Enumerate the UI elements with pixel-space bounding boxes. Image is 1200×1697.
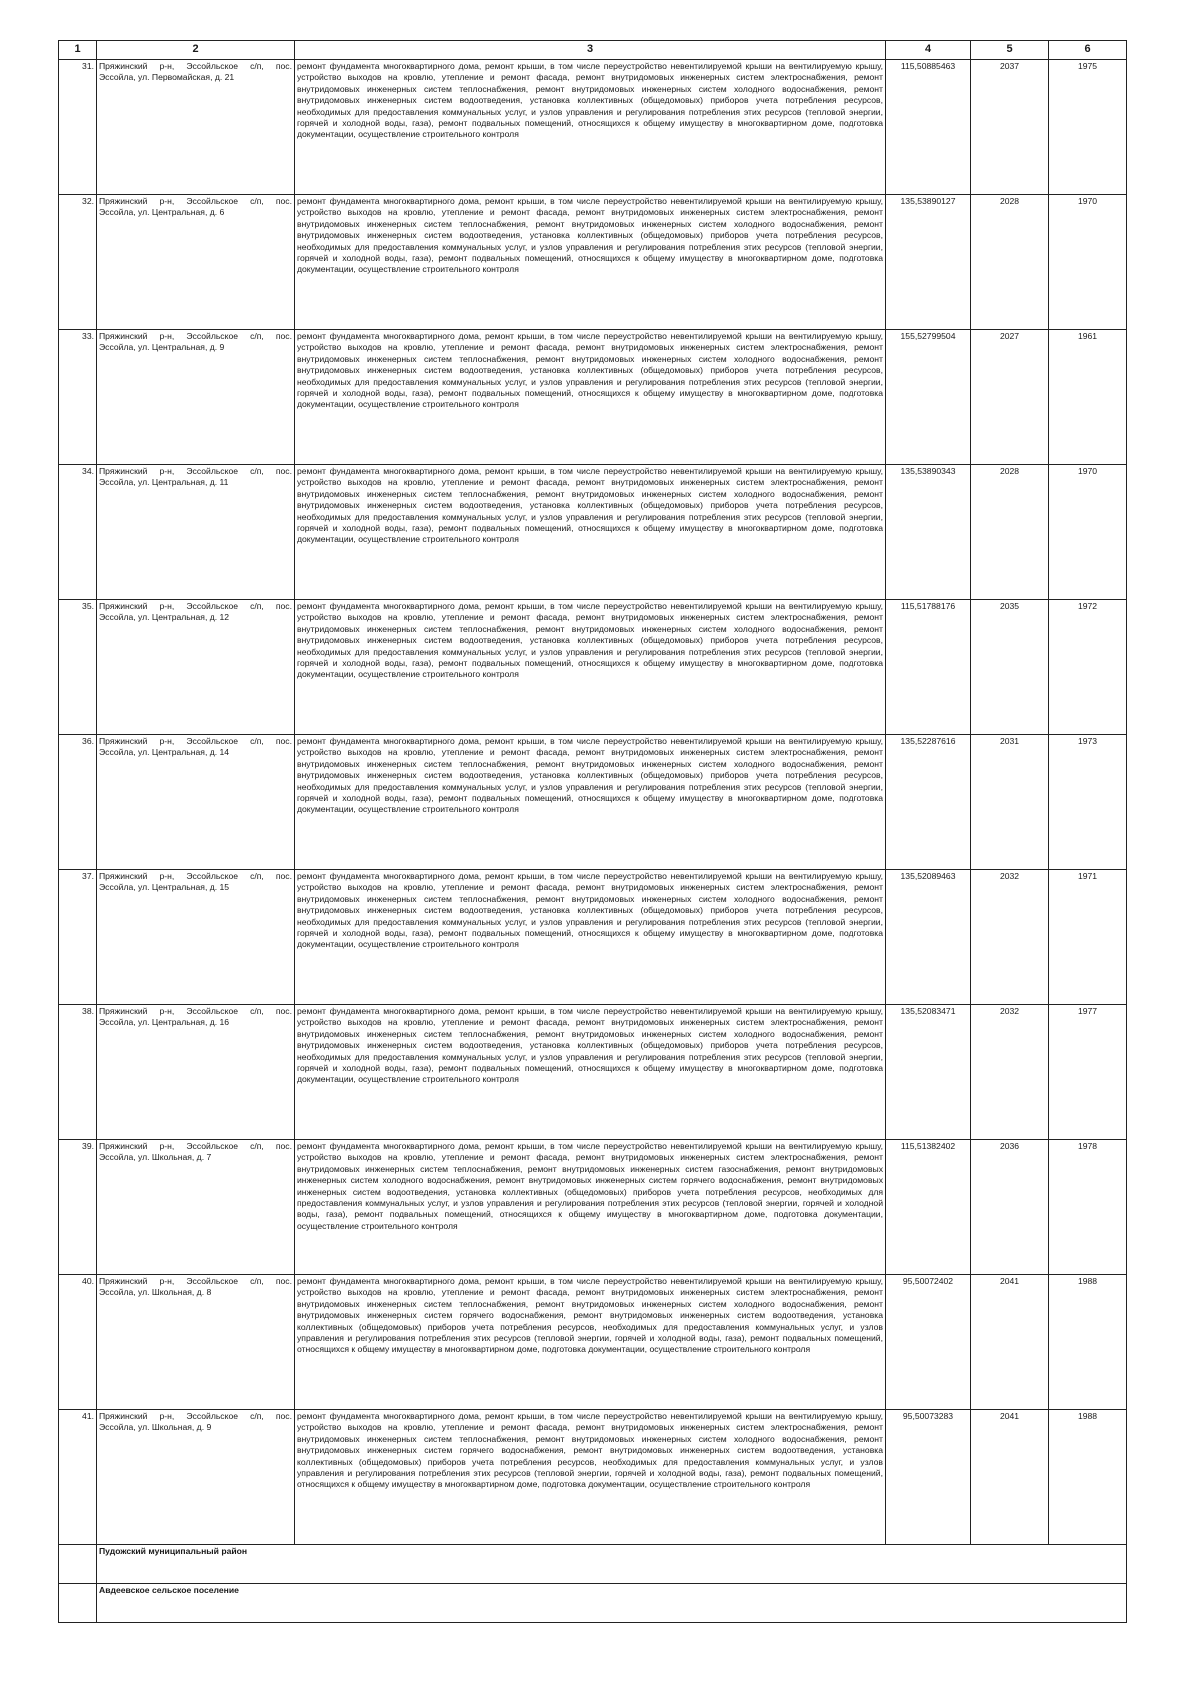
- repair-year-cell: 2027: [971, 330, 1049, 465]
- address-cell: Пряжинский р-н, Эссойльское с/п, пос. Эссойла, ул. Центральная, д. 16: [97, 1005, 295, 1140]
- col-header: 5: [971, 41, 1049, 60]
- works-cell: ремонт фундамента многоквартирного дома, ремонт крыши, в том числе переустройство невентилируемой крыши на вентилируемую крышу, устройство выходов на кровлю, утепление и ремонт фасада, ремонт внутридомовых инженерных систем электроснабжения, ремонт внутридомовых инженерных систем теплоснабжения, ремонт внутридомовых инженерных систем холодного водоснабжения, ремонт внутридомовых инженерных систем водоотведения, установка коллективных (общедомовых) приборов учета потребления ресурсов, необходимых для предоставления коммунальных услуг, и узлов управления и регулирования потребления этих ресурсов (тепловой энергии, горячей и холодной воды, газа), ремонт подвальных помещений, относящихся к общему имуществу в многоквартирном доме, подготовка документации, осуществление строительного контроля: [295, 870, 886, 1005]
- built-year-cell: 1978: [1049, 1140, 1127, 1275]
- built-year-cell: 1975: [1049, 60, 1127, 195]
- address-cell: Пряжинский р-н, Эссойльское с/п, пос. Эссойла, ул. Школьная, д. 9: [97, 1410, 295, 1545]
- col-header: 2: [97, 41, 295, 60]
- table-row: [59, 735, 1127, 870]
- built-year-cell: 1973: [1049, 735, 1127, 870]
- cost-cell: 95,50072402: [886, 1275, 971, 1410]
- group-row-settlement: [59, 1584, 1127, 1623]
- row-number: 38.: [59, 1005, 97, 1140]
- row-number: 36.: [59, 735, 97, 870]
- works-cell: ремонт фундамента многоквартирного дома, ремонт крыши, в том числе переустройство невентилируемой крыши на вентилируемую крышу, устройство выходов на кровлю, утепление и ремонт фасада, ремонт внутридомовых инженерных систем электроснабжения, ремонт внутридомовых инженерных систем теплоснабжения, ремонт внутридомовых инженерных систем холодного водоснабжения, ремонт внутридомовых инженерных систем водоотведения, установка коллективных (общедомовых) приборов учета потребления ресурсов, необходимых для предоставления коммунальных услуг, и узлов управления и регулирования потребления этих ресурсов (тепловой энергии, горячей и холодной воды, газа), ремонт подвальных помещений, относящихся к общему имуществу в многоквартирном доме, подготовка документации, осуществление строительного контроля: [295, 330, 886, 465]
- address-cell: Пряжинский р-н, Эссойльское с/п, пос. Эссойла, ул. Центральная, д. 14: [97, 735, 295, 870]
- row-number: 35.: [59, 600, 97, 735]
- repair-year-cell: 2041: [971, 1410, 1049, 1545]
- built-year-cell: 1977: [1049, 1005, 1127, 1140]
- built-year-cell: 1970: [1049, 465, 1127, 600]
- cost-cell: 135,53890343: [886, 465, 971, 600]
- works-cell: ремонт фундамента многоквартирного дома, ремонт крыши, в том числе переустройство невентилируемой крыши на вентилируемую крышу, устройство выходов на кровлю, утепление и ремонт фасада, ремонт внутридомовых инженерных систем электроснабжения, ремонт внутридомовых инженерных систем теплоснабжения, ремонт внутридомовых инженерных систем холодного водоснабжения, ремонт внутридомовых инженерных систем водоотведения, установка коллективных (общедомовых) приборов учета потребления ресурсов, необходимых для предоставления коммунальных услуг, и узлов управления и регулирования потребления этих ресурсов (тепловой энергии, горячей и холодной воды, газа), ремонт подвальных помещений, относящихся к общему имуществу в многоквартирном доме, подготовка документации, осуществление строительного контроля: [295, 465, 886, 600]
- cost-cell: 155,52799504: [886, 330, 971, 465]
- repair-year-cell: 2041: [971, 1275, 1049, 1410]
- address-cell: Пряжинский р-н, Эссойльское с/п, пос. Эссойла, ул. Школьная, д. 7: [97, 1140, 295, 1275]
- cost-cell: 135,52089463: [886, 870, 971, 1005]
- capital-repair-table: [58, 40, 1127, 1623]
- works-cell: ремонт фундамента многоквартирного дома, ремонт крыши, в том числе переустройство невентилируемой крыши на вентилируемую крышу, устройство выходов на кровлю, утепление и ремонт фасада, ремонт внутридомовых инженерных систем электроснабжения, ремонт внутридомовых инженерных систем теплоснабжения, ремонт внутридомовых инженерных систем газоснабжения, ремонт внутридомовых инженерных систем холодного водоснабжения, ремонт внутридомовых инженерных систем горячего водоснабжения, ремонт внутридомовых инженерных систем водоотведения, установка коллективных (общедомовых) приборов учета потребления ресурсов, необходимых для предоставления коммунальных услуг, и узлов управления и регулирования потребления этих ресурсов (тепловой энергии, горячей и холодной воды, газа), ремонт подвальных помещений, относящихся к общему имуществу в многоквартирном доме, подготовка документации, осуществление строительного контроля: [295, 1140, 886, 1275]
- address-cell: Пряжинский р-н, Эссойльское с/п, пос. Эссойла, ул. Центральная, д. 6: [97, 195, 295, 330]
- empty-cell: [59, 1545, 97, 1584]
- works-cell: ремонт фундамента многоквартирного дома, ремонт крыши, в том числе переустройство невентилируемой крыши на вентилируемую крышу, устройство выходов на кровлю, утепление и ремонт фасада, ремонт внутридомовых инженерных систем электроснабжения, ремонт внутридомовых инженерных систем теплоснабжения, ремонт внутридомовых инженерных систем холодного водоснабжения, ремонт внутридомовых инженерных систем горячего водоснабжения, ремонт внутридомовых инженерных систем водоотведения, установка коллективных (общедомовых) приборов учета потребления ресурсов, необходимых для предоставления коммунальных услуг, и узлов управления и регулирования потребления этих ресурсов (тепловой энергии, горячей и холодной воды, газа), ремонт подвальных помещений, относящихся к общему имуществу в многоквартирном доме, подготовка документации, осуществление строительного контроля: [295, 1275, 886, 1410]
- table-row: [59, 465, 1127, 600]
- row-number: 41.: [59, 1410, 97, 1545]
- built-year-cell: 1988: [1049, 1410, 1127, 1545]
- cost-cell: 135,52083471: [886, 1005, 971, 1140]
- built-year-cell: 1970: [1049, 195, 1127, 330]
- district-heading: Пудожский муниципальный район: [97, 1545, 1127, 1584]
- empty-cell: [59, 1584, 97, 1623]
- header-row: [59, 41, 1127, 60]
- col-header: 3: [295, 41, 886, 60]
- cost-cell: 115,50885463: [886, 60, 971, 195]
- works-cell: ремонт фундамента многоквартирного дома, ремонт крыши, в том числе переустройство невентилируемой крыши на вентилируемую крышу, устройство выходов на кровлю, утепление и ремонт фасада, ремонт внутридомовых инженерных систем электроснабжения, ремонт внутридомовых инженерных систем теплоснабжения, ремонт внутридомовых инженерных систем холодного водоснабжения, ремонт внутридомовых инженерных систем водоотведения, установка коллективных (общедомовых) приборов учета потребления ресурсов, необходимых для предоставления коммунальных услуг, и узлов управления и регулирования потребления этих ресурсов (тепловой энергии, горячей и холодной воды, газа), ремонт подвальных помещений, относящихся к общему имуществу в многоквартирном доме, подготовка документации, осуществление строительного контроля: [295, 735, 886, 870]
- built-year-cell: 1971: [1049, 870, 1127, 1005]
- works-cell: ремонт фундамента многоквартирного дома, ремонт крыши, в том числе переустройство невентилируемой крыши на вентилируемую крышу, устройство выходов на кровлю, утепление и ремонт фасада, ремонт внутридомовых инженерных систем электроснабжения, ремонт внутридомовых инженерных систем теплоснабжения, ремонт внутридомовых инженерных систем холодного водоснабжения, ремонт внутридомовых инженерных систем водоотведения, установка коллективных (общедомовых) приборов учета потребления ресурсов, необходимых для предоставления коммунальных услуг, и узлов управления и регулирования потребления этих ресурсов (тепловой энергии, горячей и холодной воды, газа), ремонт подвальных помещений, относящихся к общему имуществу в многоквартирном доме, подготовка документации, осуществление строительного контроля: [295, 1005, 886, 1140]
- works-cell: ремонт фундамента многоквартирного дома, ремонт крыши, в том числе переустройство невентилируемой крыши на вентилируемую крышу, устройство выходов на кровлю, утепление и ремонт фасада, ремонт внутридомовых инженерных систем электроснабжения, ремонт внутридомовых инженерных систем теплоснабжения, ремонт внутридомовых инженерных систем холодного водоснабжения, ремонт внутридомовых инженерных систем водоотведения, установка коллективных (общедомовых) приборов учета потребления ресурсов, необходимых для предоставления коммунальных услуг, и узлов управления и регулирования потребления этих ресурсов (тепловой энергии, горячей и холодной воды, газа), ремонт подвальных помещений, относящихся к общему имуществу в многоквартирном доме, подготовка документации, осуществление строительного контроля: [295, 195, 886, 330]
- repair-year-cell: 2032: [971, 1005, 1049, 1140]
- row-number: 40.: [59, 1275, 97, 1410]
- table-row: [59, 1410, 1127, 1545]
- repair-year-cell: 2036: [971, 1140, 1049, 1275]
- col-header: 4: [886, 41, 971, 60]
- built-year-cell: 1972: [1049, 600, 1127, 735]
- works-cell: ремонт фундамента многоквартирного дома, ремонт крыши, в том числе переустройство невентилируемой крыши на вентилируемую крышу, устройство выходов на кровлю, утепление и ремонт фасада, ремонт внутридомовых инженерных систем электроснабжения, ремонт внутридомовых инженерных систем теплоснабжения, ремонт внутридомовых инженерных систем холодного водоснабжения, ремонт внутридомовых инженерных систем водоотведения, установка коллективных (общедомовых) приборов учета потребления ресурсов, необходимых для предоставления коммунальных услуг, и узлов управления и регулирования потребления этих ресурсов (тепловой энергии, горячей и холодной воды, газа), ремонт подвальных помещений, относящихся к общему имуществу в многоквартирном доме, подготовка документации, осуществление строительного контроля: [295, 600, 886, 735]
- built-year-cell: 1988: [1049, 1275, 1127, 1410]
- table-row: [59, 195, 1127, 330]
- table-row: [59, 600, 1127, 735]
- table-row: [59, 1005, 1127, 1140]
- works-cell: ремонт фундамента многоквартирного дома, ремонт крыши, в том числе переустройство невентилируемой крыши на вентилируемую крышу, устройство выходов на кровлю, утепление и ремонт фасада, ремонт внутридомовых инженерных систем электроснабжения, ремонт внутридомовых инженерных систем теплоснабжения, ремонт внутридомовых инженерных систем холодного водоснабжения, ремонт внутридомовых инженерных систем водоотведения, установка коллективных (общедомовых) приборов учета потребления ресурсов, необходимых для предоставления коммунальных услуг, и узлов управления и регулирования потребления этих ресурсов (тепловой энергии, горячей и холодной воды, газа), ремонт подвальных помещений, относящихся к общему имуществу в многоквартирном доме, подготовка документации, осуществление строительного контроля: [295, 60, 886, 195]
- cost-cell: 135,53890127: [886, 195, 971, 330]
- repair-year-cell: 2035: [971, 600, 1049, 735]
- table-row: [59, 330, 1127, 465]
- repair-year-cell: 2037: [971, 60, 1049, 195]
- cost-cell: 115,51788176: [886, 600, 971, 735]
- table-row: [59, 1140, 1127, 1275]
- row-number: 32.: [59, 195, 97, 330]
- cost-cell: 95,50073283: [886, 1410, 971, 1545]
- table-row: [59, 1275, 1127, 1410]
- row-number: 37.: [59, 870, 97, 1005]
- table-row: [59, 60, 1127, 195]
- table-row: [59, 870, 1127, 1005]
- address-cell: Пряжинский р-н, Эссойльское с/п, пос. Эссойла, ул. Центральная, д. 9: [97, 330, 295, 465]
- cost-cell: 135,52287616: [886, 735, 971, 870]
- row-number: 34.: [59, 465, 97, 600]
- address-cell: Пряжинский р-н, Эссойльское с/п, пос. Эссойла, ул. Центральная, д. 11: [97, 465, 295, 600]
- col-header: 6: [1049, 41, 1127, 60]
- row-number: 31.: [59, 60, 97, 195]
- address-cell: Пряжинский р-н, Эссойльское с/п, пос. Эссойла, ул. Центральная, д. 12: [97, 600, 295, 735]
- repair-year-cell: 2028: [971, 195, 1049, 330]
- built-year-cell: 1961: [1049, 330, 1127, 465]
- group-row-district: [59, 1545, 1127, 1584]
- repair-year-cell: 2032: [971, 870, 1049, 1005]
- col-header: 1: [59, 41, 97, 60]
- settlement-heading: Авдеевское сельское поселение: [97, 1584, 1127, 1623]
- works-cell: ремонт фундамента многоквартирного дома, ремонт крыши, в том числе переустройство невентилируемой крыши на вентилируемую крышу, устройство выходов на кровлю, утепление и ремонт фасада, ремонт внутридомовых инженерных систем электроснабжения, ремонт внутридомовых инженерных систем теплоснабжения, ремонт внутридомовых инженерных систем холодного водоснабжения, ремонт внутридомовых инженерных систем горячего водоснабжения, ремонт внутридомовых инженерных систем водоотведения, установка коллективных (общедомовых) приборов учета потребления ресурсов, необходимых для предоставления коммунальных услуг, и узлов управления и регулирования потребления этих ресурсов (тепловой энергии, горячей и холодной воды, газа), ремонт подвальных помещений, относящихся к общему имуществу в многоквартирном доме, подготовка документации, осуществление строительного контроля: [295, 1410, 886, 1545]
- address-cell: Пряжинский р-н, Эссойльское с/п, пос. Эссойла, ул. Школьная, д. 8: [97, 1275, 295, 1410]
- repair-year-cell: 2028: [971, 465, 1049, 600]
- row-number: 33.: [59, 330, 97, 465]
- address-cell: Пряжинский р-н, Эссойльское с/п, пос. Эссойла, ул. Первомайская, д. 21: [97, 60, 295, 195]
- row-number: 39.: [59, 1140, 97, 1275]
- address-cell: Пряжинский р-н, Эссойльское с/п, пос. Эссойла, ул. Центральная, д. 15: [97, 870, 295, 1005]
- cost-cell: 115,51382402: [886, 1140, 971, 1275]
- repair-year-cell: 2031: [971, 735, 1049, 870]
